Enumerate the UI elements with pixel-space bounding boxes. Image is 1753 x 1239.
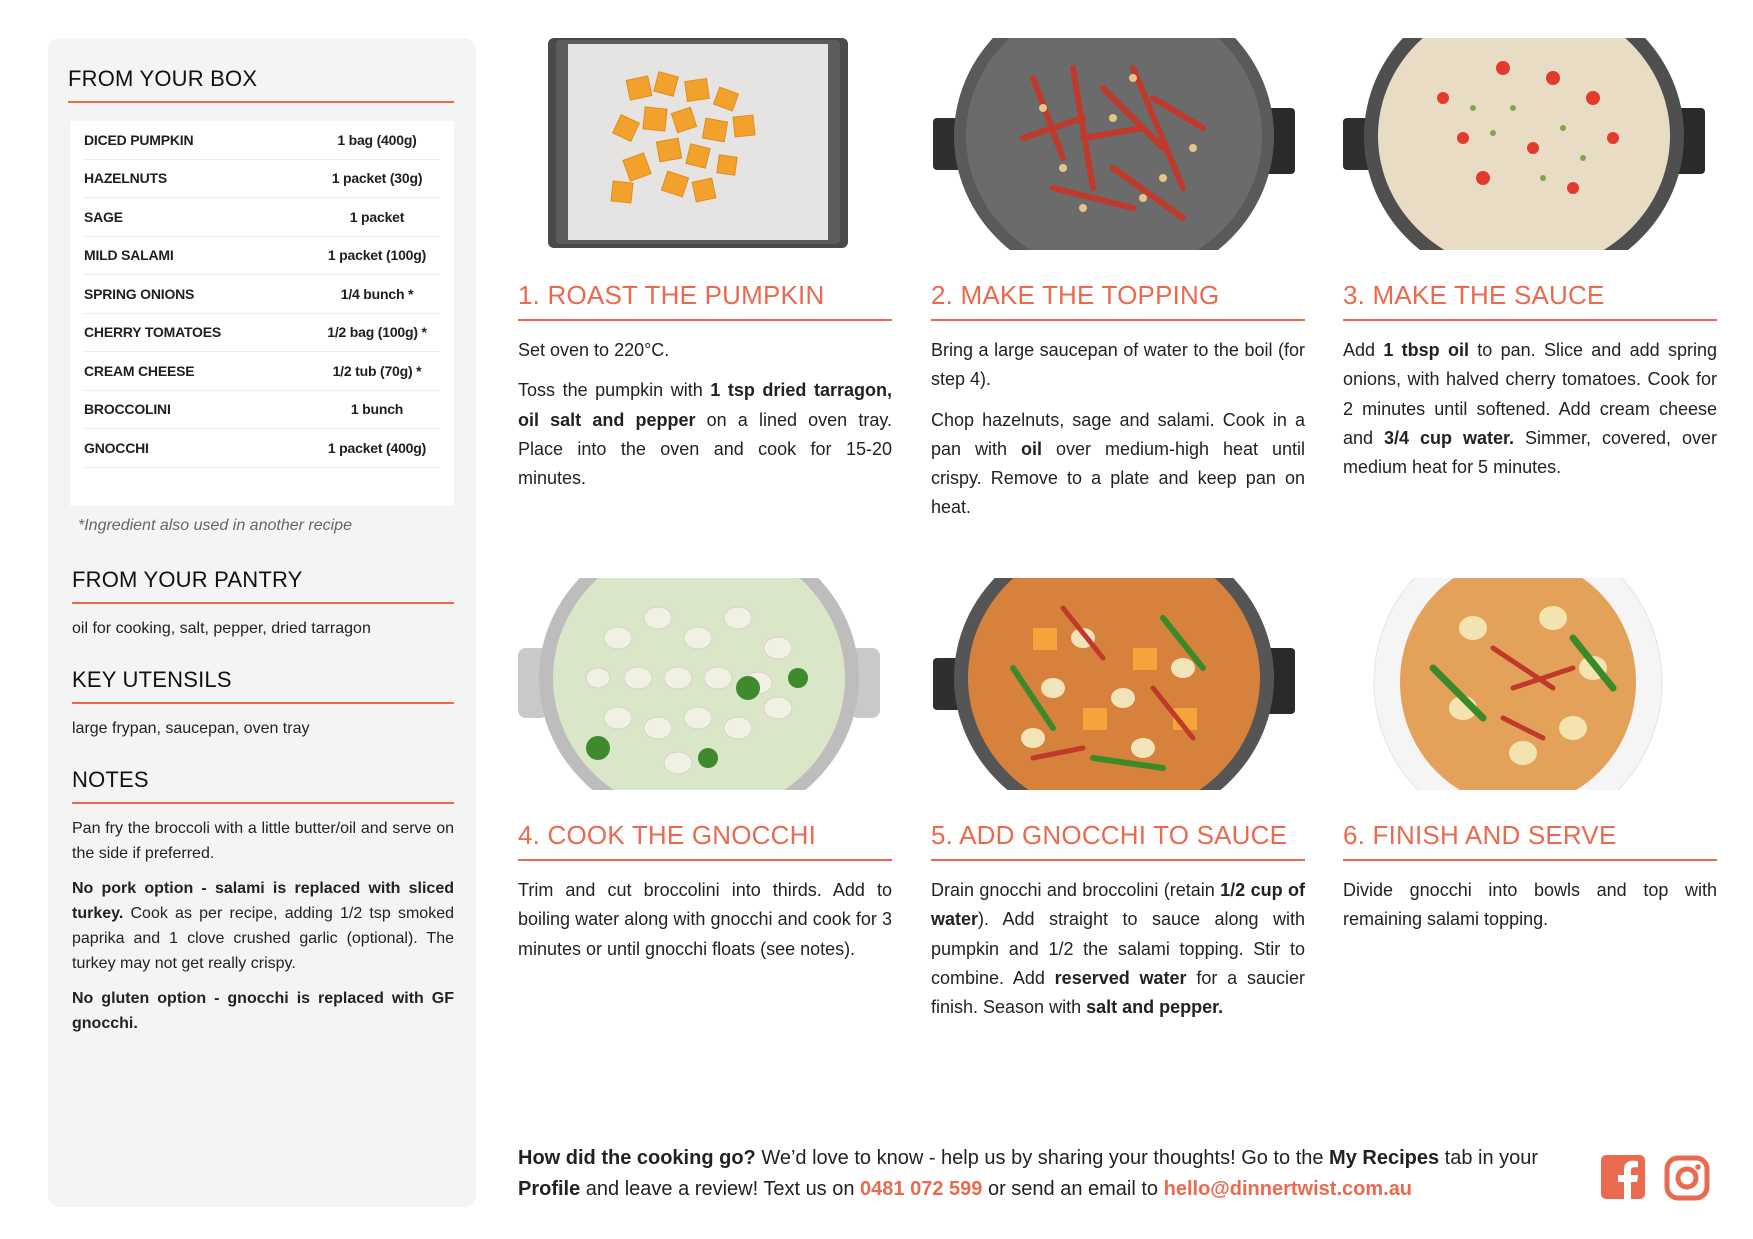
text-bold: oil: [1021, 438, 1042, 459]
text: Simmer, covered, over medium heat for 5 minutes.: [1343, 427, 1717, 478]
step-6-p1: Divide gnocchi into bowls and top with remaining salami topping.: [1343, 880, 1717, 930]
notes-section: [70, 767, 454, 1036]
ingredient-footnote: *Ingredient also used in another recipe: [78, 516, 352, 534]
utensils-section: [70, 667, 454, 741]
text-bold: 1 tbsp oil: [1383, 340, 1469, 360]
footer-text: We’d love to know - help us by sharing your thoughts! Go to the: [755, 1147, 1330, 1169]
ingredient-qty: 1/2 bag (100g) *: [327, 324, 427, 341]
step-4-title: 4. COOK THE GNOCCHI: [518, 820, 892, 861]
ingredient-name: CREAM CHEESE: [84, 362, 195, 379]
ingredient-qty: 1 bunch: [350, 401, 404, 418]
text-bold: 1/2 cup of water: [931, 880, 1305, 930]
note-2-text: Cook as per recipe, adding 1/2 tsp smoked paprika and 1 clove crushed garlic (optional). The turkey may not get really crispy.: [72, 904, 454, 972]
profile-label: Profile: [518, 1178, 581, 1200]
ingredient-row: [84, 237, 440, 276]
feedback-footer: [518, 1143, 1578, 1205]
text: for a saucier finish. Season with: [931, 967, 1305, 1018]
footer-text: or send an email to: [982, 1178, 1164, 1200]
my-recipes-label: My Recipes: [1329, 1147, 1440, 1169]
step-2-p2: [931, 406, 1305, 523]
step-6-photo: [1373, 578, 1663, 790]
step-2-title: 2. MAKE THE TOPPING: [931, 280, 1305, 321]
ingredients-table: [70, 121, 454, 506]
text-bold: salt and pepper.: [1086, 997, 1224, 1018]
step-1-body: [518, 336, 892, 504]
note-1: Pan fry the broccoli with a little butter/oil and serve on the side if preferred.: [72, 819, 454, 862]
ingredient-row: [84, 352, 440, 391]
ingredient-name: CHERRY TOMATOES: [84, 324, 222, 341]
ingredient-row: [84, 160, 440, 199]
step-1-photo: [546, 38, 850, 250]
step-2-body: [931, 336, 1305, 534]
text-bold: 3/4 cup water.: [1384, 427, 1515, 448]
text: ). Add straight to sauce along with pumpkin and 1/2 the salami topping. Stir to combine. Add: [931, 909, 1305, 988]
text: over medium-high heat until crispy. Remove to a plate and keep pan on heat.: [931, 438, 1306, 518]
footer-text: tab in your: [1439, 1147, 1539, 1169]
sidebar-panel: [48, 38, 476, 1207]
ingredient-name: BROCCOLINI: [84, 401, 171, 418]
ingredient-row: [84, 198, 440, 237]
ingredient-empty-row: [84, 468, 440, 506]
text: Add: [1343, 340, 1384, 360]
ingredient-name: DICED PUMPKIN: [84, 131, 194, 148]
email-link[interactable]: hello@dinnertwist.com.au: [1163, 1178, 1413, 1200]
utensils-text: large frypan, saucepan, oven tray: [72, 719, 310, 737]
ingredient-row: [84, 314, 440, 353]
ingredient-row: [84, 121, 440, 160]
pantry-text: oil for cooking, salt, pepper, dried tarragon: [72, 619, 371, 637]
step-3-title: 3. MAKE THE SAUCE: [1343, 280, 1717, 321]
step-2-photo: [933, 38, 1295, 250]
ingredient-qty: 1/2 tub (70g) *: [332, 362, 422, 379]
ingredient-qty: 1 bag (400g): [337, 131, 417, 148]
step-5-body: [931, 876, 1305, 1033]
ingredient-row: [84, 429, 440, 468]
ingredient-qty: 1 packet (100g): [327, 247, 427, 264]
pantry-heading: FROM YOUR PANTRY: [72, 567, 454, 604]
step-6-body: [1343, 876, 1717, 946]
step-5-photo: [933, 578, 1295, 790]
step-4-photo: [518, 578, 880, 790]
text: Chop hazelnuts, sage and salami. Cook in a pan with: [931, 409, 1305, 459]
step-1-p1: Set oven to 220°C.: [518, 340, 670, 360]
step-5-p1: [931, 876, 1305, 1022]
ingredient-row: [84, 391, 440, 430]
step-2-p1: Bring a large saucepan of water to the boil (for step 4).: [931, 340, 1305, 390]
note-2-bold: No pork option - salami is replaced with sliced turkey.: [72, 879, 454, 922]
facebook-icon[interactable]: [1601, 1155, 1645, 1204]
ingredient-name: HAZELNUTS: [84, 170, 167, 187]
step-5-title: 5. ADD GNOCCHI TO SAUCE: [931, 820, 1305, 861]
instagram-icon[interactable]: [1664, 1155, 1710, 1206]
notes-heading: NOTES: [72, 767, 454, 804]
ingredient-name: SPRING ONIONS: [84, 285, 195, 302]
step-3-body: [1343, 336, 1717, 493]
ingredient-row: [84, 275, 440, 314]
step-4-body: [518, 876, 892, 975]
step-4-p1: Trim and cut broccolini into thirds. Add to boiling water along with gnocchi and cook for 3 minutes or until gnocchi floats (see notes).: [518, 880, 892, 959]
phone-link[interactable]: 0481 072 599: [860, 1178, 983, 1200]
utensils-heading: KEY UTENSILS: [72, 667, 454, 704]
note-3-bold: No gluten option - gnocchi is replaced with GF gnocchi.: [72, 989, 454, 1032]
step-1-p2: [518, 376, 892, 493]
ingredient-name: SAGE: [84, 208, 123, 225]
note-3: [72, 986, 454, 1036]
ingredient-name: GNOCCHI: [84, 439, 149, 456]
ingredient-name: MILD SALAMI: [84, 247, 174, 264]
step-6-title: 6. FINISH AND SERVE: [1343, 820, 1717, 861]
text-bold: reserved water: [1054, 967, 1187, 988]
ingredient-qty: 1 packet (400g): [327, 439, 427, 456]
text: on a lined oven tray. Place into the oven and cook for 15-20 minutes.: [518, 409, 892, 489]
from-your-box-heading: FROM YOUR BOX: [68, 66, 454, 103]
footer-text: and leave a review! Text us on: [580, 1178, 861, 1200]
step-3-photo: [1343, 38, 1705, 250]
step-1-title: 1. ROAST THE PUMPKIN: [518, 280, 892, 321]
step-3-p1: [1343, 336, 1717, 482]
text: Drain gnocchi and broccolini (retain: [931, 880, 1221, 900]
text-bold: 1 tsp dried tarragon, oil salt and pepper: [518, 380, 892, 430]
pantry-section: [70, 567, 454, 641]
ingredient-qty: 1/4 bunch *: [340, 285, 414, 302]
ingredient-qty: 1 packet (30g): [331, 170, 423, 187]
note-2: [72, 876, 454, 976]
text: to pan. Slice and add spring onions, with halved cherry tomatoes. Cook for 2 minutes until softened. Add cream cheese and: [1343, 340, 1718, 448]
ingredient-qty: 1 packet: [349, 208, 405, 225]
text: Toss the pumpkin with: [518, 380, 711, 401]
footer-question: How did the cooking go?: [518, 1147, 756, 1169]
